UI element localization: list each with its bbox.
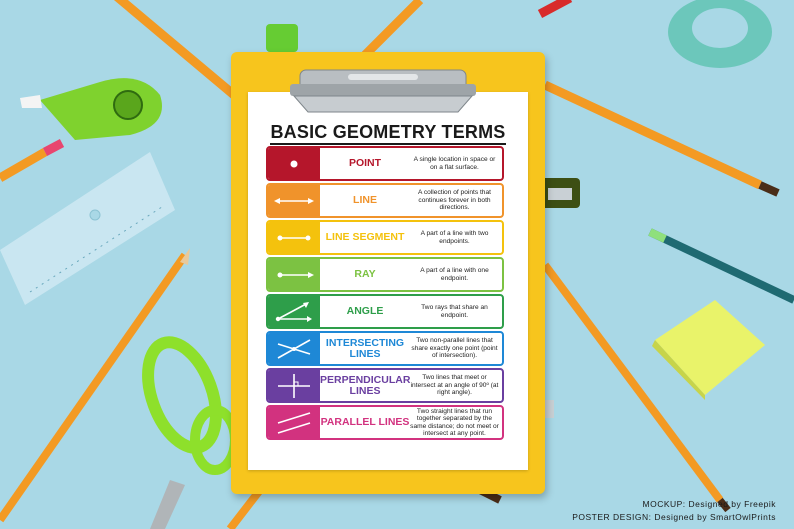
term-parallel-lines bbox=[266, 405, 504, 440]
pencil-teal bbox=[650, 232, 794, 300]
term-line-segment bbox=[266, 220, 504, 255]
term-line bbox=[266, 183, 504, 218]
pencil-right-upper bbox=[545, 85, 778, 193]
term-name: POINT bbox=[348, 157, 382, 169]
term-name: PARALLEL LINES bbox=[320, 416, 410, 428]
term-name: LINE SEGMENT bbox=[325, 231, 405, 243]
term-description: Two rays that share an endpoint. bbox=[421, 304, 488, 319]
term-ray bbox=[266, 257, 504, 292]
line-icon bbox=[268, 185, 320, 216]
angle-icon bbox=[268, 296, 320, 327]
perpendicular-lines-icon bbox=[268, 370, 320, 401]
point-icon bbox=[268, 148, 320, 179]
ruler bbox=[0, 152, 175, 305]
line-segment-icon bbox=[268, 222, 320, 253]
term-description: A collection of points that continues forever in both directions. bbox=[418, 189, 491, 212]
term-description: Two straight lines that run together separated by the same distance; do not meet or intersect at any point. bbox=[410, 407, 499, 437]
scissors bbox=[135, 333, 235, 529]
pencil-sharpener bbox=[540, 178, 580, 208]
pencil-red-top-right bbox=[540, 0, 570, 14]
term-angle bbox=[266, 294, 504, 329]
sticky-notes bbox=[652, 300, 765, 400]
term-name: LINE bbox=[353, 194, 377, 206]
geometry-poster bbox=[248, 92, 528, 470]
washi-tape-roll bbox=[668, 0, 772, 68]
credit-mockup: MOCKUP: Designed by Freepik bbox=[642, 499, 776, 509]
pencil-bottom-left bbox=[230, 490, 260, 529]
term-name: RAY bbox=[354, 268, 376, 280]
pencil-left bbox=[0, 143, 62, 178]
pencil-top-center bbox=[365, 0, 420, 55]
intersecting-lines-icon bbox=[268, 333, 320, 364]
term-description: Two lines that meet or intersect at an angle of 90º (at right angle). bbox=[410, 374, 499, 397]
clipboard-clip bbox=[288, 62, 478, 118]
term-name: INTERSECTING LINES bbox=[325, 336, 405, 360]
term-description: A single location in space or on a flat surface. bbox=[413, 156, 496, 171]
sharpener-top bbox=[266, 24, 298, 52]
title-underline bbox=[270, 143, 506, 145]
credit-poster-design: POSTER DESIGN: Designed by SmartOwlPrints bbox=[572, 512, 776, 522]
term-name: PERPENDICULAR LINES bbox=[320, 373, 411, 397]
term-perpendicular-lines bbox=[266, 368, 504, 403]
ray-icon bbox=[268, 259, 320, 290]
term-point bbox=[266, 146, 504, 181]
term-description: A part of a line with two endpoints. bbox=[420, 230, 489, 245]
correction-tape bbox=[20, 78, 162, 140]
term-name: ANGLE bbox=[346, 305, 384, 317]
term-description: A part of a line with one endpoint. bbox=[420, 267, 489, 282]
term-description: Two non-parallel lines that share exactly one point (point of intersection). bbox=[411, 337, 498, 360]
term-intersecting-lines bbox=[266, 331, 504, 366]
parallel-lines-icon bbox=[268, 407, 320, 438]
poster-title: BASIC GEOMETRY TERMS bbox=[270, 122, 506, 142]
